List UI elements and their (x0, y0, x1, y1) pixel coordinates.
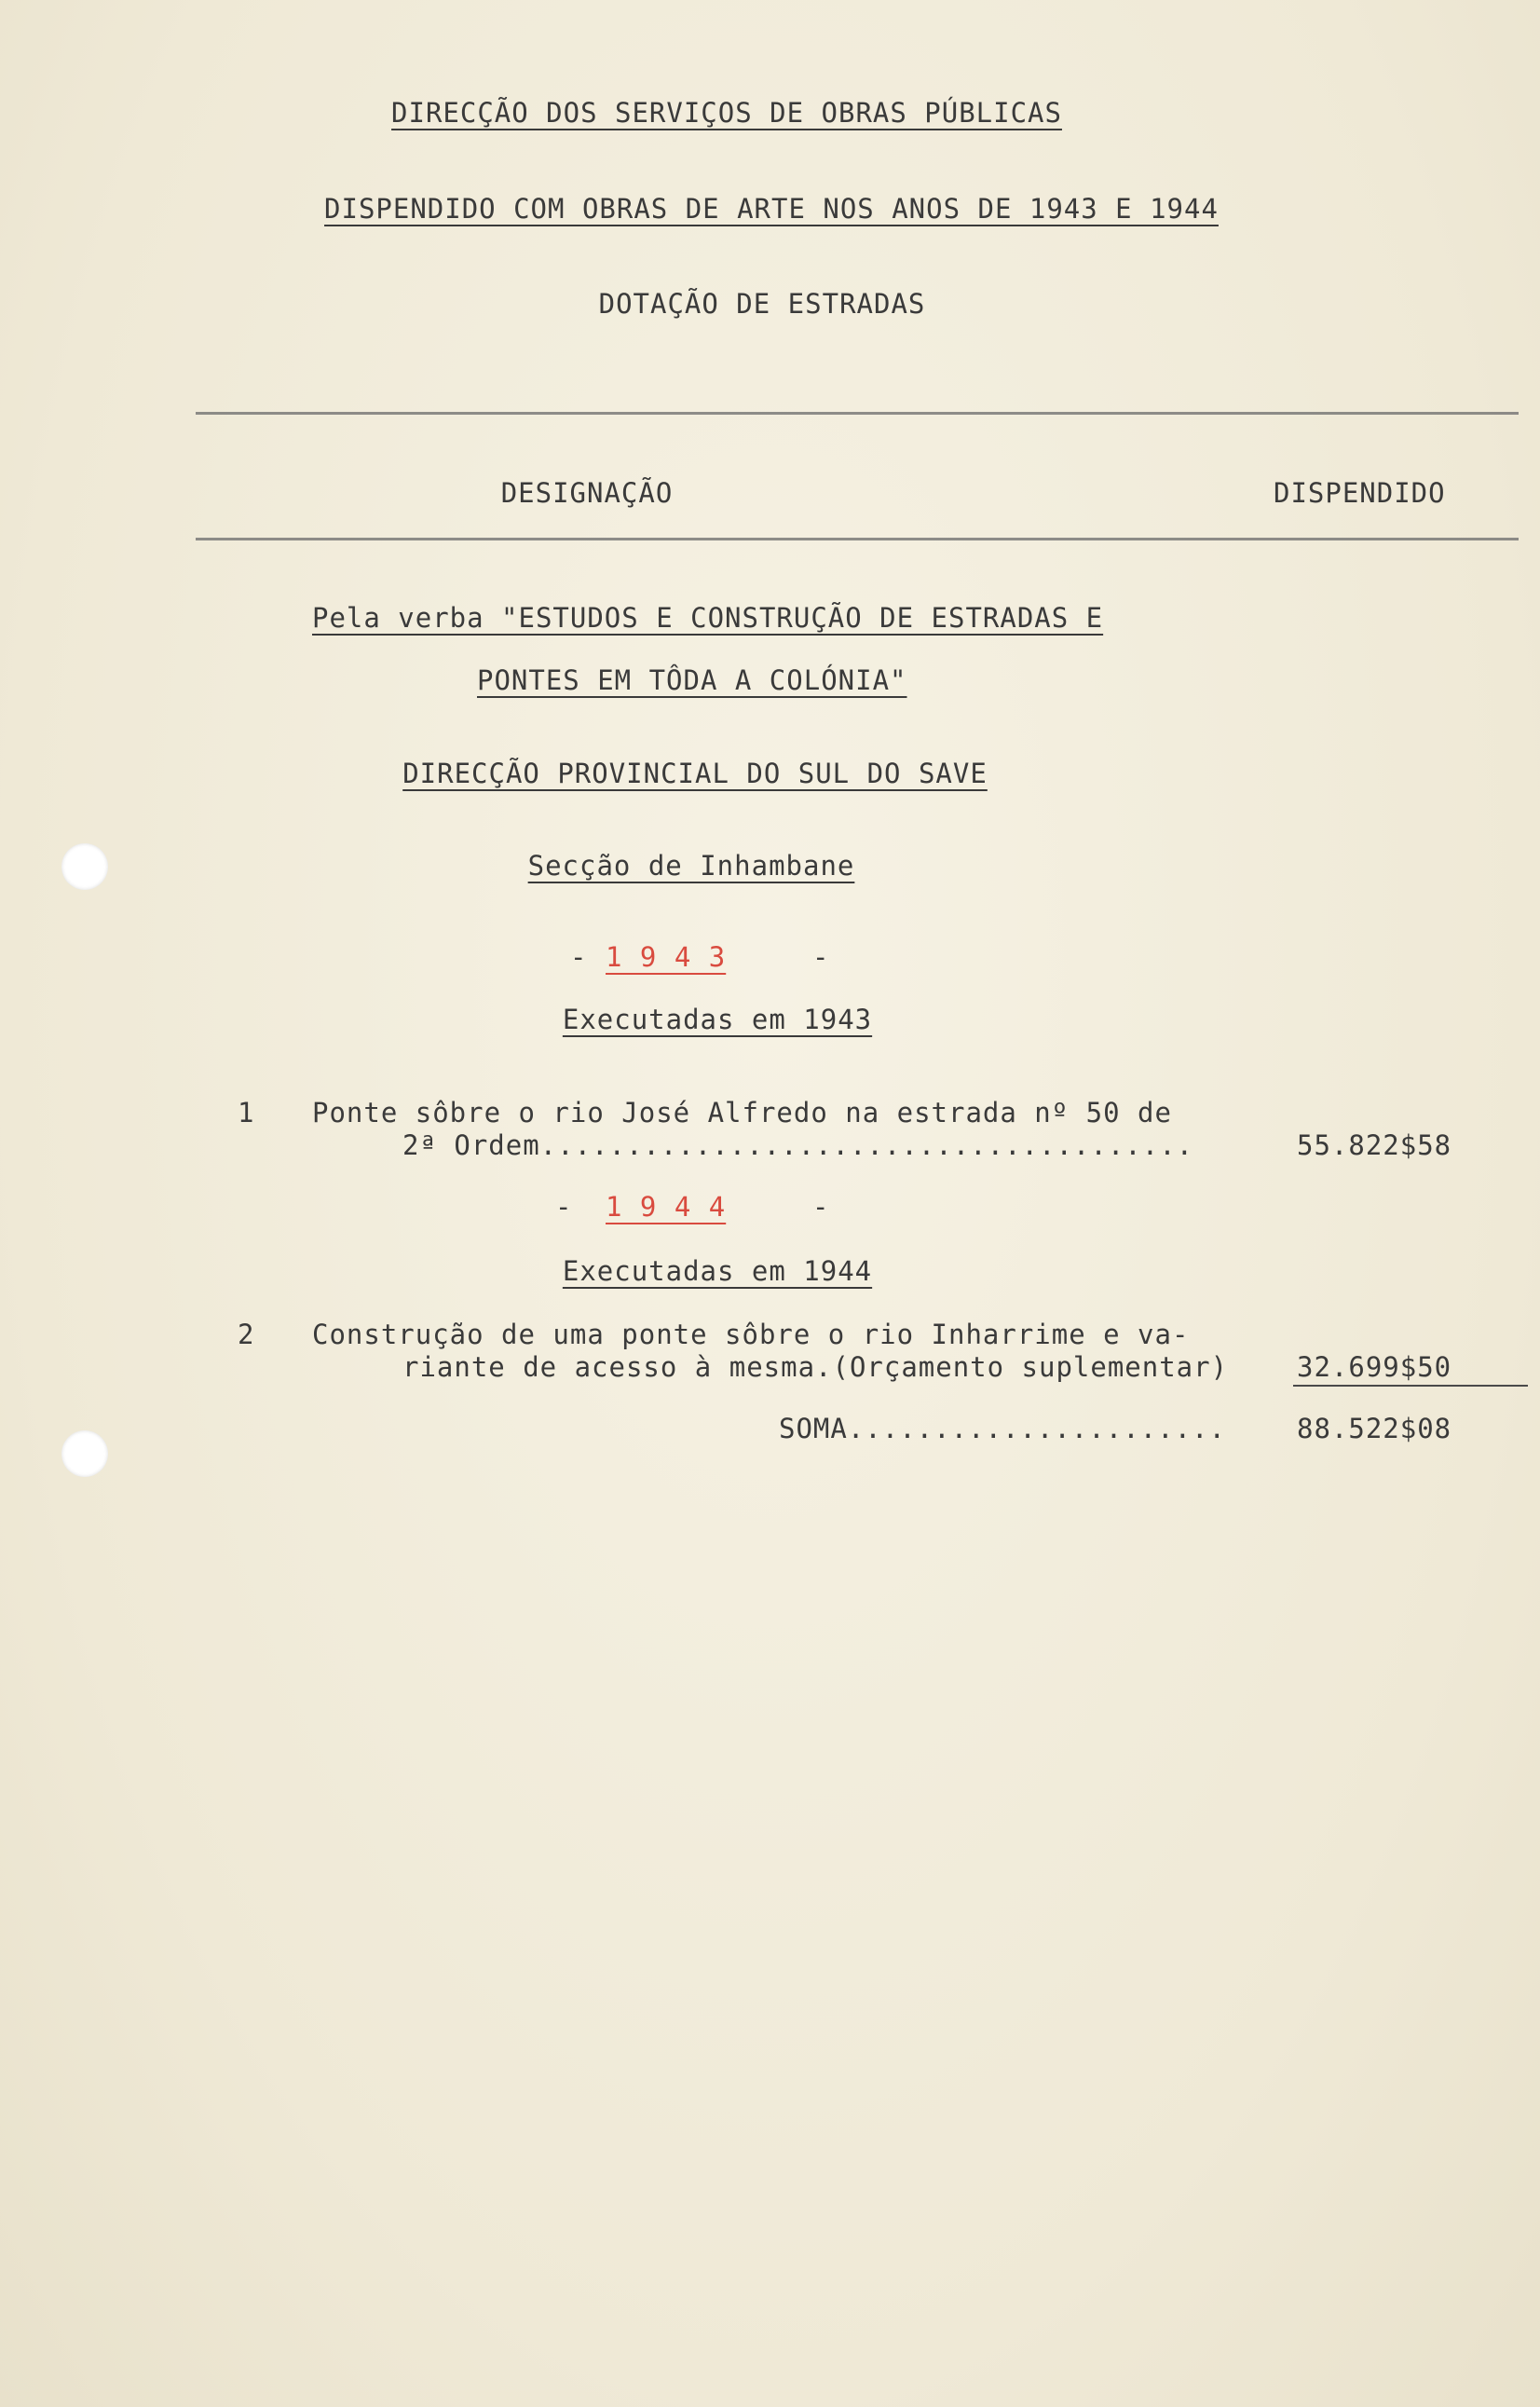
item-1-amount: 55.822$58 (1297, 1129, 1452, 1161)
item-1-number: 1 (238, 1097, 254, 1128)
year-1944-dash-right: - (812, 1191, 830, 1223)
year-1943-heading: 1 9 4 3 (606, 941, 727, 973)
total-amount: 88.522$08 (1297, 1413, 1452, 1444)
total-label: SOMA...................... (779, 1413, 1226, 1444)
top-rule (196, 412, 1519, 415)
item-2-number: 2 (238, 1319, 254, 1350)
header-rule (196, 538, 1519, 540)
seccao-heading: Secção de Inhambane (527, 850, 855, 882)
item-1-line-1: Ponte sôbre o rio José Alfredo na estrada nº 50 de (312, 1097, 1172, 1128)
verba-line-2: PONTES EM TÔDA A COLÓNIA" (477, 664, 907, 696)
direccao-heading: DIRECÇÃO PROVINCIAL DO SUL DO SAVE (402, 758, 988, 789)
year-1944-heading: 1 9 4 4 (606, 1191, 727, 1223)
item-2-amount: 32.699$50 (1297, 1351, 1452, 1383)
item-2-line-2: riante de acesso à mesma.(Orçamento suplementar) (402, 1351, 1229, 1383)
item-2-line-1: Construção de uma ponte sôbre o rio Inharrime e va- (312, 1319, 1190, 1350)
executadas-1944: Executadas em 1944 (562, 1255, 873, 1287)
punch-hole-top (61, 843, 108, 890)
year-1944-dash-left: - (555, 1191, 573, 1223)
document-subtitle: DISPENDIDO COM OBRAS DE ARTE NOS ANOS DE 1943 E 1944 (324, 193, 1219, 225)
subtotal-underline (1293, 1385, 1528, 1387)
verba-line-1: Pela verba "ESTUDOS E CONSTRUÇÃO DE ESTRADAS E (312, 602, 1104, 634)
section-heading: DOTAÇÃO DE ESTRADAS (598, 288, 926, 320)
punch-hole-bottom (61, 1430, 108, 1477)
year-1943-dash-right: - (812, 941, 830, 973)
column-spent: DISPENDIDO (1274, 477, 1446, 509)
item-1-line-2: 2ª Ordem...................................... (402, 1129, 1194, 1161)
column-designation: DESIGNAÇÃO (500, 477, 674, 509)
executadas-1943: Executadas em 1943 (562, 1004, 873, 1035)
document-title: DIRECÇÃO DOS SERVIÇOS DE OBRAS PÚBLICAS (391, 97, 1062, 129)
year-1943-dash-left: - (570, 941, 588, 973)
